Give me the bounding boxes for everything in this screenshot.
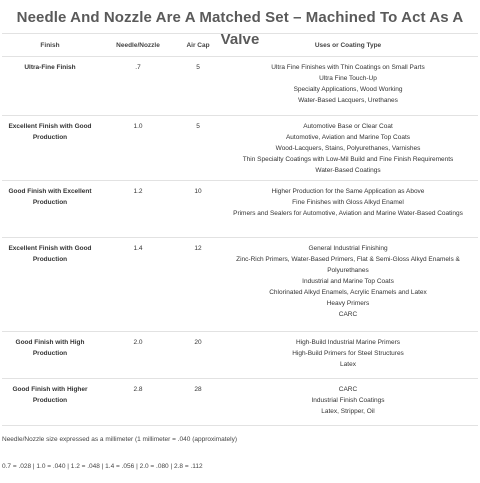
finish-cell: Ultra-Fine Finish [2,57,98,116]
uses-cell [218,181,478,238]
table-row [2,116,478,181]
use-line: Automotive, Aviation and Marine Top Coats [285,134,411,141]
uses-cell [218,116,478,181]
needle-cell: .7 [98,57,178,116]
uses-cell [218,57,478,116]
air-cap-cell: 28 [178,379,218,426]
use-line: Primers and Sealers for Automotive, Aviation and Marine Water-Based Coatings [233,210,463,217]
use-line: Industrial Finish Coatings [311,397,385,404]
uses-cell [218,238,478,332]
table-row [2,238,478,332]
header-needle-nozzle: Needle/Nozzle [98,34,178,57]
page-title: Needle And Nozzle Are A Matched Set – Machined To Act As A Valve [16,9,464,48]
use-line: CARC [338,311,358,318]
use-line: Ultra Fine Touch-Up [319,75,377,82]
use-line: Water-Based Lacquers, Urethanes [298,97,398,104]
use-line: CARC [338,386,358,393]
needle-cell: 1.2 [98,181,178,238]
size-conversions: 0.7 = .028 | 1.0 = .040 | 1.2 = .048 | 1.4 = .056 | 2.0 = .080 | 2.8 = .112 [2,463,203,470]
use-line: Industrial and Marine Top Coats [302,278,394,285]
table-row [2,181,478,238]
use-line: Water-Based Coatings [315,167,381,174]
use-line: Heavy Primers [326,300,370,307]
table-row [2,57,478,116]
finish-cell: Good Finish with Excellent Production [2,181,98,238]
use-line: General Industrial Finishing [308,245,388,252]
use-line: Wood-Lacquers, Stains, Polyurethanes, Varnishes [275,145,421,152]
spec-table [2,33,478,426]
use-line: Latex [340,361,356,368]
air-cap-cell: 12 [178,238,218,332]
table-header-row [2,34,478,57]
use-line: Chlorinated Alkyd Enamels, Acrylic Enamels and Latex [269,289,427,296]
size-note: Needle/Nozzle size expressed as a millimeter (1 millimeter = .040 (approximately) [2,436,237,443]
use-line: High-Build Primers for Steel Structures [292,350,404,357]
finish-cell: Excellent Finish with Good Production [2,116,98,181]
header-finish: Finish [2,34,98,57]
uses-cell [218,379,478,426]
use-line: Thin Specialty Coatings with Low-Mil Build and Fine Finish Requirements [242,156,454,163]
header-air-cap: Air Cap [178,34,218,57]
needle-cell: 2.0 [98,332,178,379]
use-line: High-Build Industrial Marine Primers [295,339,401,346]
air-cap-cell: 5 [178,57,218,116]
uses-cell [218,332,478,379]
use-line: Higher Production for the Same Application as Above [271,188,425,195]
use-line: Specialty Applications, Wood Working [293,86,403,93]
air-cap-cell: 10 [178,181,218,238]
finish-cell: Good Finish with Higher Production [2,379,98,426]
use-line: Fine Finishes with Gloss Alkyd Enamel [292,199,404,206]
use-line: Ultra Fine Finishes with Thin Coatings on Small Parts [271,64,425,71]
use-line: Zinc-Rich Primers, Water-Based Primers, Flat & Semi-Gloss Alkyd Enamels & Polyurethanes [236,256,460,274]
header-uses: Uses or Coating Type [218,34,478,57]
needle-cell: 2.8 [98,379,178,426]
needle-cell: 1.4 [98,238,178,332]
finish-cell: Excellent Finish with Good Production [2,238,98,332]
table-row [2,332,478,379]
air-cap-cell: 20 [178,332,218,379]
air-cap-cell: 5 [178,116,218,181]
table-row [2,379,478,426]
use-line: Latex, Stripper, Oil [321,408,375,415]
use-line: Automotive Base or Clear Coat [303,123,393,130]
finish-cell: Good Finish with High Production [2,332,98,379]
needle-cell: 1.0 [98,116,178,181]
